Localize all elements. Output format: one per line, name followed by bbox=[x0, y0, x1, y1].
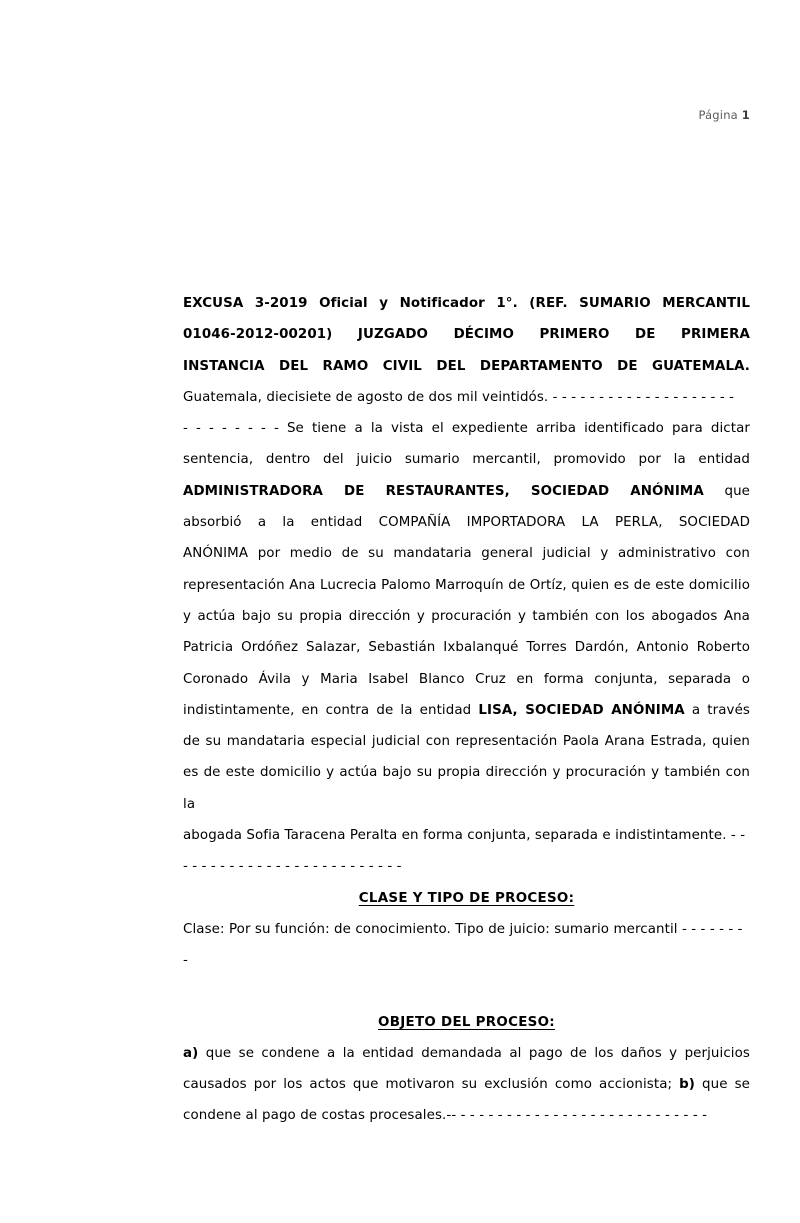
abogada-line: abogada Sofia Taracena Peralta en forma conjunta, separada e indistintamente. - - bbox=[183, 828, 746, 844]
defendant-name: LISA, SOCIEDAD ANÓNIMA bbox=[478, 702, 685, 718]
costas-procesales-line bbox=[183, 1100, 750, 1131]
item-b-marker: b) bbox=[679, 1077, 696, 1093]
absorbio-prefix: absorbió a la entidad bbox=[183, 515, 379, 531]
dash-run-before-se-tiene: - - - - - - - - bbox=[183, 421, 279, 437]
caption-line-1: EXCUSA 3-2019 Oficial y Notificador 1°. (REF. SUMARIO MERCANTIL bbox=[183, 296, 750, 311]
abogados-line-1: Patricia Ordóñez Salazar, Sebastián Ixbalanqué Torres Dardón, Antonio Roberto bbox=[183, 640, 750, 656]
se-tiene-line bbox=[183, 413, 750, 444]
dash-run-standalone: - - - - - - - - - - - - - - - - - - - - - - - - bbox=[183, 859, 402, 875]
item-a-text: que se condene a la entidad demandada al pago de los daños y perjuicios bbox=[198, 1045, 750, 1061]
absorbed-entity-name-part2: ANÓNIMA bbox=[183, 546, 249, 562]
section-spacer-1 bbox=[183, 977, 750, 1007]
mandataria-especial-line: de su mandataria especial judicial con representación Paola Arana Estrada, quien bbox=[183, 734, 750, 750]
dash-run-after-date: - - - - - - - - - - - - - - - - - - - - bbox=[552, 389, 735, 405]
document-body bbox=[183, 288, 750, 1132]
item-b-prefix: causados por los actos que motivaron su exclusión como accionista; bbox=[183, 1077, 680, 1093]
page-header-label: Página bbox=[698, 108, 738, 122]
caption-line-2: 01046-2012-00201) JUZGADO DÉCIMO PRIMERO DE PRIMERA bbox=[183, 327, 750, 343]
absorbed-entity-line-1 bbox=[183, 507, 750, 538]
mandataria-text: por medio de su mandataria general judicial y administrativo con bbox=[248, 546, 750, 562]
actua-line: y actúa bajo su propia dirección y procuración y también con los abogados Ana bbox=[183, 608, 750, 624]
representacion-line: representación Ana Lucrecia Palomo Marroquín de Ortíz, quien es de este domicilio bbox=[183, 577, 750, 593]
plaintiff-name: ADMINISTRADORA DE RESTAURANTES, SOCIEDAD ANÓNIMA bbox=[183, 483, 704, 499]
page-number: 1 bbox=[741, 108, 750, 122]
se-tiene-text: Se tiene a la vista el expediente arriba identificado para dictar bbox=[286, 421, 750, 437]
item-b-text: que se bbox=[695, 1077, 750, 1093]
place-date-text: Guatemala, diecisiete de agosto de dos mil veintidós. bbox=[183, 389, 549, 405]
costas-text: condene al pago de costas procesales.- bbox=[183, 1108, 452, 1124]
clase-tipo-text: Clase: Por su función: de conocimiento. Tipo de juicio: sumario mercantil - - - - - - - - bbox=[183, 921, 743, 969]
sentencia-line: sentencia, dentro del juicio sumario mercantil, promovido por la entidad bbox=[183, 452, 750, 468]
heading-objeto-proceso: OBJETO DEL PROCESO: bbox=[378, 1014, 555, 1030]
caption-line-3: INSTANCIA DEL RAMO CIVIL DEL DEPARTAMENTO DE GUATEMALA. bbox=[183, 358, 750, 374]
objeto-item-b-line bbox=[183, 1069, 750, 1100]
absorbed-entity-line-2 bbox=[183, 538, 750, 569]
absorbed-entity-name-part1: COMPAÑÍA IMPORTADORA LA PERLA, SOCIEDAD bbox=[378, 515, 750, 531]
abogados-line-2: Coronado Ávila y Maria Isabel Blanco Cruz en forma conjunta, separada o bbox=[183, 671, 750, 687]
dash-run-final: - - - - - - - - - - - - - - - - - - - - - - - - - - - - bbox=[451, 1108, 708, 1124]
domicilio-line: es de este domicilio y actúa bajo su propia dirección y procuración y también con la bbox=[183, 765, 750, 812]
defendant-line bbox=[183, 695, 750, 726]
item-a-marker: a) bbox=[183, 1045, 199, 1061]
indistintamente-prefix: indistintamente, en contra de la entidad bbox=[183, 702, 479, 718]
objeto-item-a-line bbox=[183, 1038, 750, 1069]
place-date-line bbox=[183, 382, 750, 413]
indistintamente-suffix: a través bbox=[684, 702, 750, 718]
plaintiff-line bbox=[183, 476, 750, 507]
heading-clase-tipo-proceso: CLASE Y TIPO DE PROCESO: bbox=[358, 890, 575, 906]
page-header bbox=[183, 108, 750, 122]
plaintiff-suffix: que bbox=[703, 483, 750, 499]
